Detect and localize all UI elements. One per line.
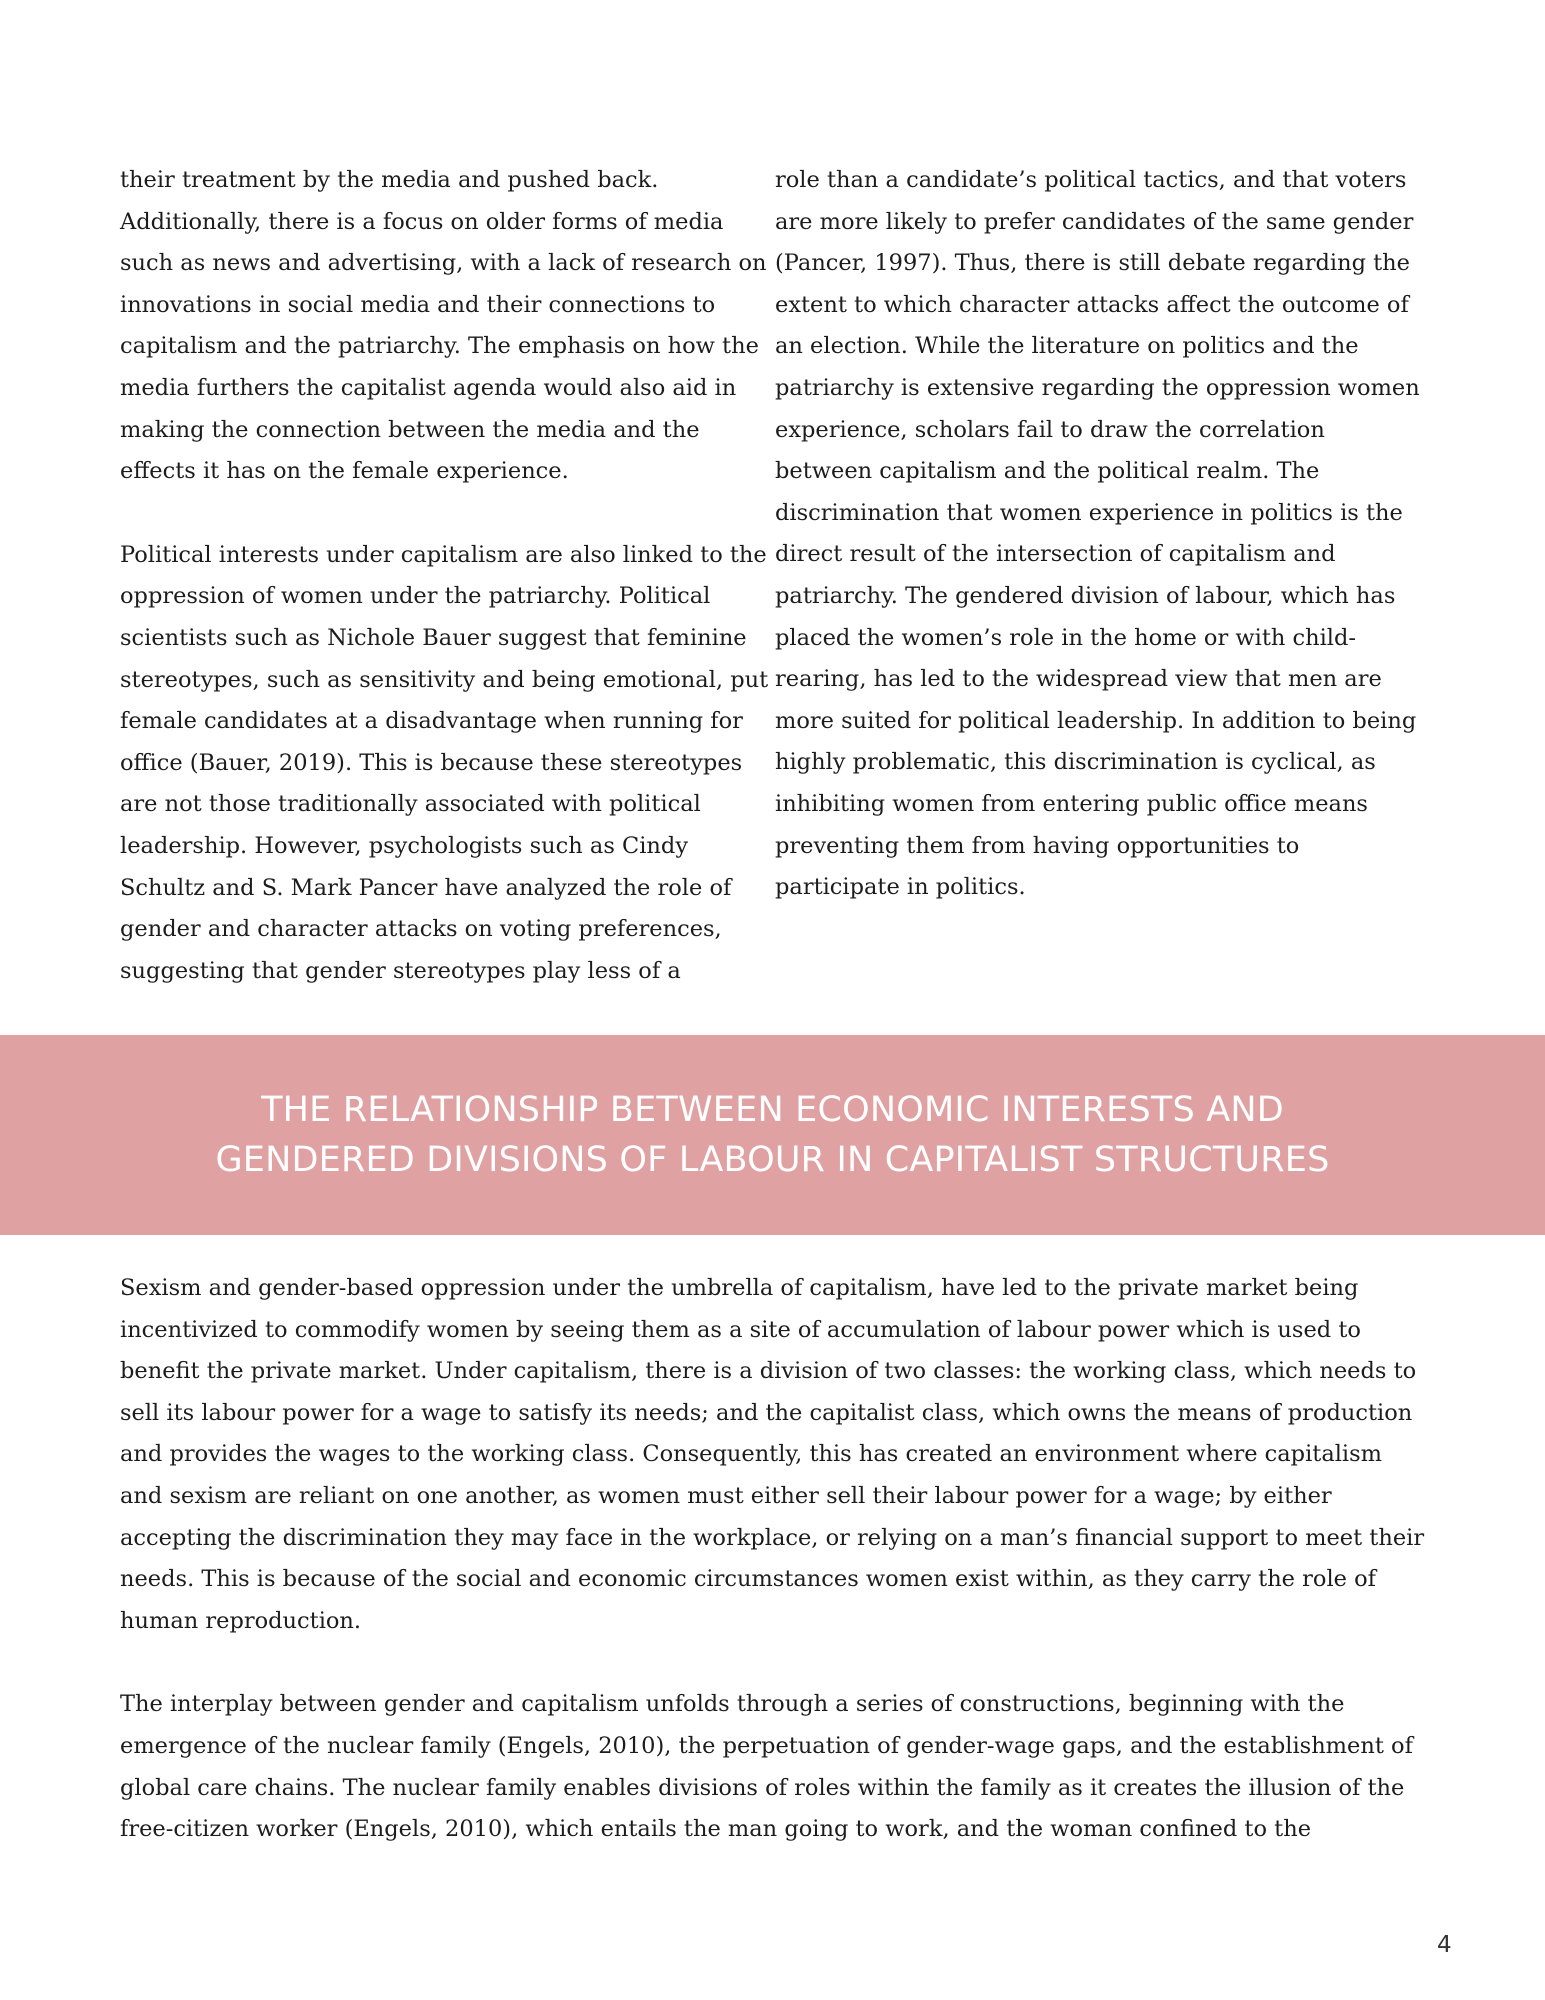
left-column-paragraph: their treatment by the media and pushed back. Additionally, there is a focus on older forms of media such as news and advertising, with a lack of research on innovations in social media and their connections to capitalism and the patriarchy. The emphasis on how the media furthers the capitalist agenda would also aid in making the connection between the media and the effects it has on the female experience. — [120, 167, 767, 485]
body-section — [120, 1268, 1430, 1893]
body-paragraph: Sexism and gender-based oppression under the umbrella of capitalism, have led to the private market being incentivized to commodify women by seeing them as a site of accumulation of labour power which is used to benefit the private market. Under capitalism, there is a division of two classes: the working class, which needs to sell its labour power for a wage to satisfy its needs; and the capitalist class, which owns the means of production and provides the wages to the working class. Consequently, this has created an environment where capitalism and sexism are reliant on one another, as women must either sell their labour power for a wage; by either accepting the discrimination they may face in the workplace, or relying on a man’s financial support to meet their needs. This is because of the social and economic circumstances women exist within, as they carry the role of human reproduction. — [120, 1275, 1425, 1634]
two-column-section — [120, 160, 1425, 992]
section-heading-band — [0, 1035, 1545, 1235]
page-number: 4 — [1437, 1932, 1452, 1958]
body-paragraph: The interplay between gender and capitalism unfolds through a series of constructions, beginning with the emergence of the nuclear family (Engels, 2010), the perpetuation of gender-wage gaps, and the establishment of global care chains. The nuclear family enables divisions of roles within the family as it creates the illusion of the free-citizen worker (Engels, 2010), which entails the man going to work, and the woman confined to the — [120, 1691, 1413, 1843]
section-heading: THE RELATIONSHIP BETWEEN ECONOMIC INTERESTS AND GENDERED DIVISIONS OF LABOUR IN CAPITALIST STRUCTURES — [215, 1090, 1330, 1180]
left-column-paragraph: Political interests under capitalism are also linked to the oppression of women under the patriarchy. Political scientists such as Nichole Bauer suggest that feminine stereotypes, such as sensitivity and being emotional, put female candidates at a disadvantage when running for office (Bauer, 2019). This is because these stereotypes are not those traditionally associated with political leadership. However, psychologists such as Cindy Schultz and S. Mark Pancer have analyzed the role of gender and character attacks on voting preferences, suggesting that gender stereotypes play less of a — [120, 541, 769, 984]
right-column — [775, 160, 1425, 992]
right-column-paragraph: role than a candidate’s political tactics, and that voters are more likely to prefer candidates of the same gender (Pancer, 1997). Thus, there is still debate regarding the extent to which character attacks affect the outcome of an election. While the literature on politics and the patriarchy is extensive regarding the oppression women experience, scholars fail to draw the correlation between capitalism and the political realm. The discrimination that women experience in politics is the direct result of the intersection of capitalism and patriarchy. The gendered division of labour, which has placed the women’s role in the home or with child-rearing, has led to the widespread view that men are more suited for political leadership. In addition to being highly problematic, this discrimination is cyclical, as inhibiting women from entering public office means preventing them from having opportunities to participate in politics. — [775, 167, 1420, 901]
left-column — [120, 160, 770, 992]
